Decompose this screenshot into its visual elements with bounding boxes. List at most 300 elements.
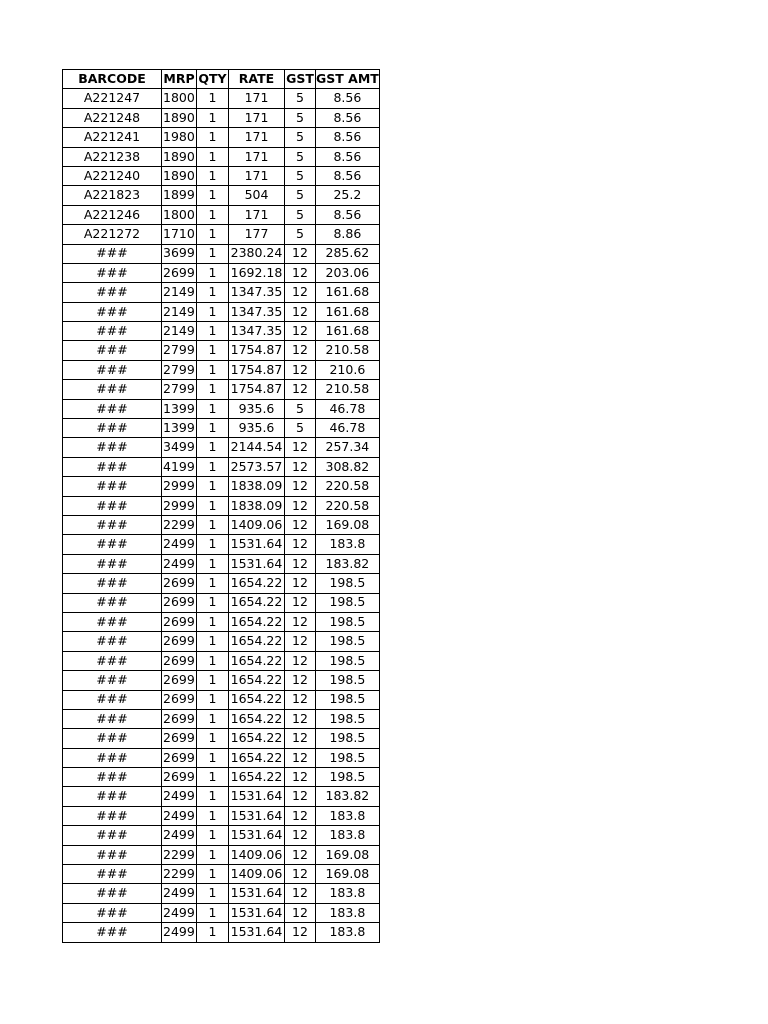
table-row — [63, 729, 380, 748]
mrp-cell: 2699 — [162, 690, 197, 709]
mrp-cell: 1980 — [162, 128, 197, 147]
mrp-cell: 2499 — [162, 884, 197, 903]
table-row — [63, 826, 380, 845]
table-row — [63, 457, 380, 476]
table-header-row — [63, 70, 380, 89]
barcode-cell: A221272 — [63, 225, 162, 244]
mrp-cell: 2299 — [162, 845, 197, 864]
gst-cell: 5 — [285, 147, 316, 166]
gst-amt-cell: 257.34 — [316, 438, 380, 457]
gst-amt-cell: 198.5 — [316, 729, 380, 748]
gst-cell: 5 — [285, 205, 316, 224]
qty-cell: 1 — [197, 729, 229, 748]
rate-cell: 171 — [229, 166, 285, 185]
gst-table — [62, 69, 380, 943]
mrp-cell: 2149 — [162, 283, 197, 302]
gst-cell: 12 — [285, 496, 316, 515]
rate-cell: 171 — [229, 89, 285, 108]
barcode-cell: ### — [63, 768, 162, 787]
gst-cell: 12 — [285, 671, 316, 690]
gst-cell: 12 — [285, 244, 316, 263]
mrp-cell: 2149 — [162, 322, 197, 341]
qty-cell: 1 — [197, 515, 229, 534]
gst-cell: 5 — [285, 419, 316, 438]
mrp-cell: 2699 — [162, 593, 197, 612]
gst-amt-cell: 8.56 — [316, 205, 380, 224]
qty-cell: 1 — [197, 884, 229, 903]
qty-cell: 1 — [197, 360, 229, 379]
mrp-cell: 1710 — [162, 225, 197, 244]
gst-amt-cell: 183.8 — [316, 923, 380, 942]
mrp-cell: 1800 — [162, 205, 197, 224]
table-row — [63, 515, 380, 534]
gst-cell: 12 — [285, 322, 316, 341]
gst-amt-cell: 198.5 — [316, 593, 380, 612]
gst-cell: 12 — [285, 923, 316, 942]
rate-cell: 1531.64 — [229, 535, 285, 554]
barcode-cell: ### — [63, 360, 162, 379]
qty-cell: 1 — [197, 865, 229, 884]
rate-cell: 171 — [229, 108, 285, 127]
barcode-cell: ### — [63, 729, 162, 748]
rate-cell: 1409.06 — [229, 845, 285, 864]
barcode-cell: ### — [63, 632, 162, 651]
table-row — [63, 108, 380, 127]
gst-amt-cell: 203.06 — [316, 263, 380, 282]
table-row — [63, 496, 380, 515]
gst-cell: 12 — [285, 515, 316, 534]
barcode-cell: ### — [63, 923, 162, 942]
barcode-cell: ### — [63, 399, 162, 418]
mrp-cell: 1399 — [162, 419, 197, 438]
mrp-cell: 2699 — [162, 632, 197, 651]
gst-amt-cell: 198.5 — [316, 690, 380, 709]
rate-cell: 1654.22 — [229, 612, 285, 631]
table-row — [63, 360, 380, 379]
table-row — [63, 380, 380, 399]
qty-cell: 1 — [197, 826, 229, 845]
gst-amt-cell: 198.5 — [316, 651, 380, 670]
table-row — [63, 554, 380, 573]
qty-cell: 1 — [197, 709, 229, 728]
table-row — [63, 128, 380, 147]
gst-amt-cell: 183.8 — [316, 826, 380, 845]
gst-cell: 12 — [285, 690, 316, 709]
table-row — [63, 806, 380, 825]
gst-amt-cell: 183.8 — [316, 903, 380, 922]
gst-cell: 12 — [285, 263, 316, 282]
rate-cell: 1531.64 — [229, 826, 285, 845]
qty-cell: 1 — [197, 283, 229, 302]
rate-cell: 1531.64 — [229, 787, 285, 806]
header-gst: GST — [285, 70, 316, 89]
rate-cell: 1692.18 — [229, 263, 285, 282]
table-row — [63, 205, 380, 224]
table-row — [63, 477, 380, 496]
qty-cell: 1 — [197, 438, 229, 457]
table-row — [63, 302, 380, 321]
rate-cell: 1838.09 — [229, 496, 285, 515]
qty-cell: 1 — [197, 341, 229, 360]
barcode-cell: ### — [63, 535, 162, 554]
rate-cell: 1531.64 — [229, 806, 285, 825]
qty-cell: 1 — [197, 128, 229, 147]
gst-amt-cell: 161.68 — [316, 283, 380, 302]
table-row — [63, 322, 380, 341]
mrp-cell: 2699 — [162, 612, 197, 631]
gst-cell: 5 — [285, 108, 316, 127]
gst-amt-cell: 210.58 — [316, 341, 380, 360]
qty-cell: 1 — [197, 651, 229, 670]
gst-amt-cell: 46.78 — [316, 419, 380, 438]
table-body — [63, 89, 380, 942]
mrp-cell: 2499 — [162, 903, 197, 922]
mrp-cell: 1890 — [162, 108, 197, 127]
table-row — [63, 186, 380, 205]
table-row — [63, 865, 380, 884]
barcode-cell: A221248 — [63, 108, 162, 127]
barcode-cell: ### — [63, 244, 162, 263]
gst-amt-cell: 8.86 — [316, 225, 380, 244]
table-row — [63, 419, 380, 438]
gst-amt-cell: 220.58 — [316, 496, 380, 515]
qty-cell: 1 — [197, 89, 229, 108]
qty-cell: 1 — [197, 574, 229, 593]
qty-cell: 1 — [197, 535, 229, 554]
table-row — [63, 690, 380, 709]
table-row — [63, 341, 380, 360]
header-mrp: MRP — [162, 70, 197, 89]
gst-amt-cell: 169.08 — [316, 515, 380, 534]
barcode-cell: ### — [63, 496, 162, 515]
qty-cell: 1 — [197, 612, 229, 631]
qty-cell: 1 — [197, 205, 229, 224]
table-row — [63, 263, 380, 282]
gst-cell: 12 — [285, 302, 316, 321]
rate-cell: 1654.22 — [229, 768, 285, 787]
mrp-cell: 2699 — [162, 748, 197, 767]
qty-cell: 1 — [197, 477, 229, 496]
rate-cell: 1654.22 — [229, 574, 285, 593]
gst-amt-cell: 183.82 — [316, 554, 380, 573]
table-row — [63, 671, 380, 690]
barcode-cell: ### — [63, 903, 162, 922]
gst-amt-cell: 198.5 — [316, 671, 380, 690]
rate-cell: 1347.35 — [229, 322, 285, 341]
rate-cell: 935.6 — [229, 399, 285, 418]
gst-cell: 12 — [285, 283, 316, 302]
table-row — [63, 748, 380, 767]
gst-cell: 5 — [285, 89, 316, 108]
barcode-cell: ### — [63, 283, 162, 302]
rate-cell: 171 — [229, 205, 285, 224]
mrp-cell: 2499 — [162, 826, 197, 845]
gst-cell: 12 — [285, 457, 316, 476]
gst-amt-cell: 198.5 — [316, 632, 380, 651]
gst-amt-cell: 198.5 — [316, 709, 380, 728]
barcode-cell: A221240 — [63, 166, 162, 185]
mrp-cell: 2499 — [162, 554, 197, 573]
barcode-cell: ### — [63, 690, 162, 709]
barcode-cell: A221246 — [63, 205, 162, 224]
header-gst-amt: GST AMT — [316, 70, 380, 89]
mrp-cell: 2699 — [162, 574, 197, 593]
qty-cell: 1 — [197, 496, 229, 515]
mrp-cell: 3699 — [162, 244, 197, 263]
gst-amt-cell: 25.2 — [316, 186, 380, 205]
mrp-cell: 2699 — [162, 263, 197, 282]
header-qty: QTY — [197, 70, 229, 89]
mrp-cell: 2149 — [162, 302, 197, 321]
mrp-cell: 2699 — [162, 768, 197, 787]
barcode-cell: ### — [63, 865, 162, 884]
barcode-cell: ### — [63, 477, 162, 496]
gst-cell: 12 — [285, 651, 316, 670]
table-row — [63, 225, 380, 244]
gst-cell: 5 — [285, 186, 316, 205]
rate-cell: 1654.22 — [229, 671, 285, 690]
gst-amt-cell: 8.56 — [316, 166, 380, 185]
rate-cell: 1347.35 — [229, 302, 285, 321]
qty-cell: 1 — [197, 166, 229, 185]
table-row — [63, 283, 380, 302]
rate-cell: 1531.64 — [229, 903, 285, 922]
mrp-cell: 1399 — [162, 399, 197, 418]
table-row — [63, 574, 380, 593]
rate-cell: 1754.87 — [229, 360, 285, 379]
mrp-cell: 1800 — [162, 89, 197, 108]
rate-cell: 1754.87 — [229, 380, 285, 399]
qty-cell: 1 — [197, 457, 229, 476]
gst-cell: 12 — [285, 903, 316, 922]
qty-cell: 1 — [197, 903, 229, 922]
gst-amt-cell: 220.58 — [316, 477, 380, 496]
table-row — [63, 593, 380, 612]
rate-cell: 177 — [229, 225, 285, 244]
gst-amt-cell: 8.56 — [316, 108, 380, 127]
table-row — [63, 632, 380, 651]
mrp-cell: 2499 — [162, 535, 197, 554]
gst-cell: 12 — [285, 748, 316, 767]
mrp-cell: 2499 — [162, 806, 197, 825]
gst-cell: 12 — [285, 593, 316, 612]
qty-cell: 1 — [197, 108, 229, 127]
table-row — [63, 923, 380, 942]
table-row — [63, 884, 380, 903]
mrp-cell: 2299 — [162, 865, 197, 884]
header-barcode: BARCODE — [63, 70, 162, 89]
qty-cell: 1 — [197, 632, 229, 651]
table-row — [63, 89, 380, 108]
gst-cell: 12 — [285, 574, 316, 593]
barcode-cell: ### — [63, 380, 162, 399]
qty-cell: 1 — [197, 690, 229, 709]
gst-amt-cell: 8.56 — [316, 89, 380, 108]
table-row — [63, 166, 380, 185]
barcode-cell: A221823 — [63, 186, 162, 205]
rate-cell: 1754.87 — [229, 341, 285, 360]
header-rate: RATE — [229, 70, 285, 89]
barcode-cell: ### — [63, 826, 162, 845]
gst-cell: 12 — [285, 729, 316, 748]
rate-cell: 1654.22 — [229, 748, 285, 767]
table-row — [63, 147, 380, 166]
gst-cell: 12 — [285, 535, 316, 554]
gst-cell: 12 — [285, 554, 316, 573]
table-row — [63, 768, 380, 787]
rate-cell: 1654.22 — [229, 709, 285, 728]
gst-cell: 12 — [285, 884, 316, 903]
barcode-cell: ### — [63, 341, 162, 360]
rate-cell: 1347.35 — [229, 283, 285, 302]
rate-cell: 1531.64 — [229, 554, 285, 573]
barcode-cell: A221238 — [63, 147, 162, 166]
table-row — [63, 787, 380, 806]
gst-amt-cell: 198.5 — [316, 748, 380, 767]
rate-cell: 504 — [229, 186, 285, 205]
gst-cell: 12 — [285, 380, 316, 399]
qty-cell: 1 — [197, 244, 229, 263]
qty-cell: 1 — [197, 186, 229, 205]
barcode-cell: ### — [63, 787, 162, 806]
mrp-cell: 1899 — [162, 186, 197, 205]
rate-cell: 1409.06 — [229, 515, 285, 534]
barcode-cell: ### — [63, 515, 162, 534]
rate-cell: 171 — [229, 147, 285, 166]
qty-cell: 1 — [197, 787, 229, 806]
rate-cell: 1654.22 — [229, 593, 285, 612]
mrp-cell: 2799 — [162, 380, 197, 399]
barcode-cell: ### — [63, 302, 162, 321]
gst-cell: 12 — [285, 806, 316, 825]
table-row — [63, 535, 380, 554]
qty-cell: 1 — [197, 380, 229, 399]
mrp-cell: 1890 — [162, 166, 197, 185]
gst-amt-cell: 198.5 — [316, 768, 380, 787]
qty-cell: 1 — [197, 147, 229, 166]
rate-cell: 1654.22 — [229, 690, 285, 709]
qty-cell: 1 — [197, 768, 229, 787]
qty-cell: 1 — [197, 923, 229, 942]
mrp-cell: 2499 — [162, 923, 197, 942]
mrp-cell: 1890 — [162, 147, 197, 166]
gst-cell: 12 — [285, 438, 316, 457]
gst-amt-cell: 285.62 — [316, 244, 380, 263]
gst-cell: 12 — [285, 341, 316, 360]
rate-cell: 171 — [229, 128, 285, 147]
rate-cell: 1531.64 — [229, 923, 285, 942]
rate-cell: 1654.22 — [229, 729, 285, 748]
qty-cell: 1 — [197, 806, 229, 825]
rate-cell: 2573.57 — [229, 457, 285, 476]
barcode-cell: ### — [63, 554, 162, 573]
qty-cell: 1 — [197, 554, 229, 573]
gst-amt-cell: 169.08 — [316, 865, 380, 884]
barcode-cell: ### — [63, 748, 162, 767]
gst-amt-cell: 161.68 — [316, 302, 380, 321]
gst-amt-cell: 183.82 — [316, 787, 380, 806]
mrp-cell: 2999 — [162, 496, 197, 515]
mrp-cell: 2699 — [162, 729, 197, 748]
barcode-cell: ### — [63, 593, 162, 612]
barcode-cell: ### — [63, 884, 162, 903]
gst-cell: 5 — [285, 225, 316, 244]
gst-amt-cell: 210.58 — [316, 380, 380, 399]
barcode-cell: ### — [63, 263, 162, 282]
mrp-cell: 2299 — [162, 515, 197, 534]
table-row — [63, 845, 380, 864]
qty-cell: 1 — [197, 593, 229, 612]
gst-amt-cell: 8.56 — [316, 147, 380, 166]
mrp-cell: 4199 — [162, 457, 197, 476]
mrp-cell: 2699 — [162, 671, 197, 690]
qty-cell: 1 — [197, 225, 229, 244]
qty-cell: 1 — [197, 748, 229, 767]
barcode-cell: ### — [63, 322, 162, 341]
rate-cell: 1654.22 — [229, 632, 285, 651]
mrp-cell: 2999 — [162, 477, 197, 496]
barcode-cell: ### — [63, 651, 162, 670]
gst-amt-cell: 46.78 — [316, 399, 380, 418]
gst-amt-cell: 183.8 — [316, 535, 380, 554]
gst-cell: 12 — [285, 865, 316, 884]
rate-cell: 1654.22 — [229, 651, 285, 670]
rate-cell: 2380.24 — [229, 244, 285, 263]
barcode-cell: ### — [63, 612, 162, 631]
rate-cell: 1531.64 — [229, 884, 285, 903]
rate-cell: 1838.09 — [229, 477, 285, 496]
gst-cell: 12 — [285, 612, 316, 631]
gst-cell: 12 — [285, 826, 316, 845]
barcode-cell: ### — [63, 845, 162, 864]
gst-cell: 5 — [285, 399, 316, 418]
qty-cell: 1 — [197, 671, 229, 690]
mrp-cell: 2699 — [162, 709, 197, 728]
mrp-cell: 2499 — [162, 787, 197, 806]
gst-amt-cell: 198.5 — [316, 612, 380, 631]
table-row — [63, 438, 380, 457]
barcode-cell: ### — [63, 671, 162, 690]
table-row — [63, 399, 380, 418]
gst-amt-cell: 183.8 — [316, 806, 380, 825]
gst-cell: 12 — [285, 632, 316, 651]
rate-cell: 2144.54 — [229, 438, 285, 457]
gst-cell: 5 — [285, 166, 316, 185]
qty-cell: 1 — [197, 419, 229, 438]
gst-amt-cell: 308.82 — [316, 457, 380, 476]
gst-cell: 12 — [285, 787, 316, 806]
mrp-cell: 2799 — [162, 341, 197, 360]
gst-cell: 12 — [285, 768, 316, 787]
gst-cell: 5 — [285, 128, 316, 147]
gst-cell: 12 — [285, 845, 316, 864]
gst-amt-cell: 8.56 — [316, 128, 380, 147]
table-row — [63, 903, 380, 922]
barcode-cell: ### — [63, 806, 162, 825]
gst-amt-cell: 198.5 — [316, 574, 380, 593]
table-row — [63, 612, 380, 631]
table-row — [63, 709, 380, 728]
qty-cell: 1 — [197, 845, 229, 864]
barcode-cell: A221241 — [63, 128, 162, 147]
gst-amt-cell: 169.08 — [316, 845, 380, 864]
gst-amt-cell: 161.68 — [316, 322, 380, 341]
rate-cell: 1409.06 — [229, 865, 285, 884]
qty-cell: 1 — [197, 302, 229, 321]
gst-cell: 12 — [285, 477, 316, 496]
qty-cell: 1 — [197, 263, 229, 282]
mrp-cell: 2699 — [162, 651, 197, 670]
